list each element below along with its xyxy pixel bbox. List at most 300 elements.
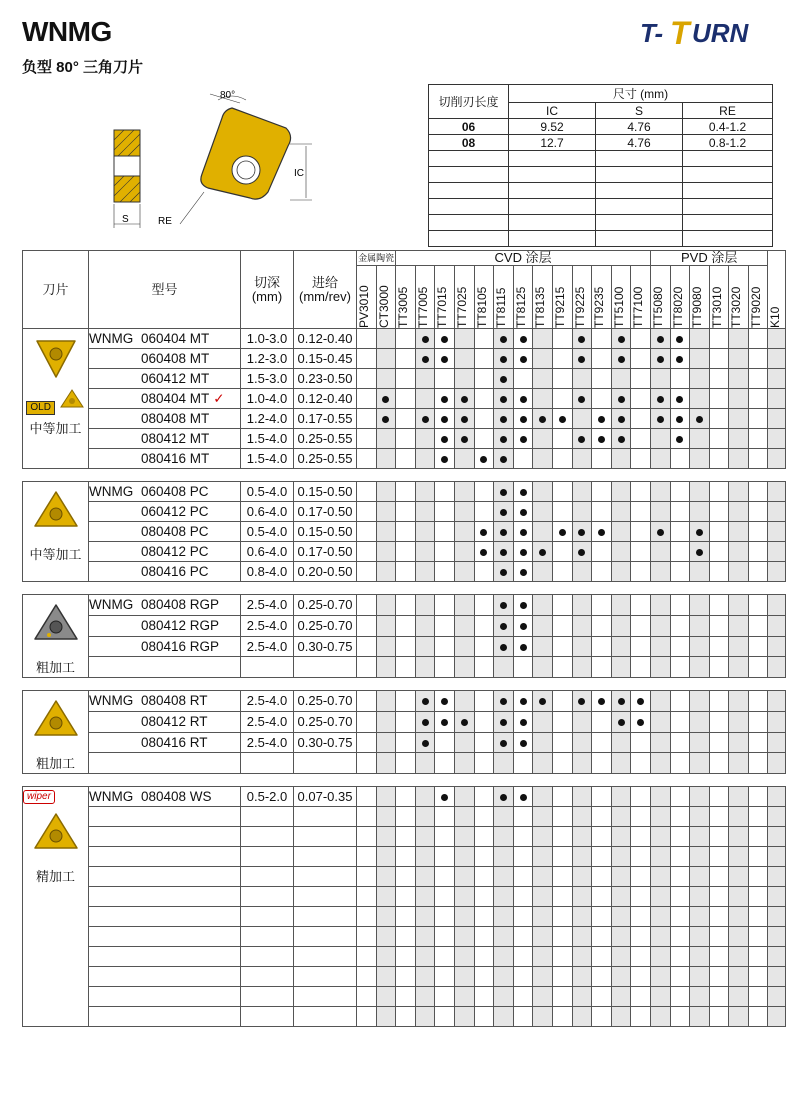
grade-cell-tt9080 <box>690 927 710 947</box>
grade-cell-k10 <box>768 753 786 774</box>
availability-dot-icon <box>578 549 585 556</box>
grade-cell-tt7100 <box>631 907 651 927</box>
grade-cell-tt8135 <box>533 787 553 807</box>
grade-cell-tt8115 <box>494 595 514 616</box>
availability-dot-icon <box>578 336 585 343</box>
grade-cell-tt3020 <box>729 636 749 657</box>
grade-cell-ct3000 <box>376 927 396 947</box>
spec-cell-ic <box>509 167 596 183</box>
grade-cell-tt8115 <box>494 1007 514 1027</box>
grade-cell-tt8020 <box>670 595 690 616</box>
availability-dot-icon <box>441 396 448 403</box>
model-code: 080412 RGP <box>141 618 220 634</box>
grade-cell-tt9215 <box>552 636 572 657</box>
feed-cell: 0.25-0.55 <box>294 429 357 449</box>
grade-cell-tt9215 <box>552 409 572 429</box>
grade-cell-k10 <box>768 389 786 409</box>
grade-cell-tt3005 <box>396 807 416 827</box>
grade-cell-tt5100 <box>611 389 631 409</box>
grade-cell-tt9215 <box>552 967 572 987</box>
grade-cell-tt7025 <box>454 887 474 907</box>
grade-cell-tt5100 <box>611 657 631 678</box>
grade-cell-tt9225 <box>572 807 592 827</box>
spec-cell-code <box>429 231 509 247</box>
grade-cell-tt7015 <box>435 847 455 867</box>
grade-cell-pv3010 <box>357 947 377 967</box>
grade-cell-tt8105 <box>474 542 494 562</box>
availability-dot-icon <box>578 436 585 443</box>
model-cell <box>89 967 241 987</box>
grade-cell-pv3010 <box>357 787 377 807</box>
grade-cell-pv3010 <box>357 927 377 947</box>
group-spacer <box>23 678 786 691</box>
grade-cell-tt5080 <box>650 827 670 847</box>
grade-cell-tt7015 <box>435 409 455 429</box>
grade-cell-tt5100 <box>611 409 631 429</box>
availability-dot-icon <box>520 719 527 726</box>
grade-cell-tt9020 <box>748 967 768 987</box>
grade-cell-tt9020 <box>748 807 768 827</box>
grade-cell-tt7005 <box>415 657 435 678</box>
grade-cell-tt9235 <box>592 887 612 907</box>
grade-cell-tt7100 <box>631 482 651 502</box>
depth-of-cut-cell: 0.5-4.0 <box>241 482 294 502</box>
group-spacer <box>23 469 786 482</box>
spec-cell-code <box>429 151 509 167</box>
grade-cell-tt5100 <box>611 542 631 562</box>
table-row <box>23 827 786 847</box>
grade-cell-tt3010 <box>709 847 729 867</box>
feed-cell <box>294 847 357 867</box>
grade-cell-tt9225 <box>572 827 592 847</box>
grade-cell-tt9215 <box>552 787 572 807</box>
depth-of-cut-cell: 1.5-4.0 <box>241 429 294 449</box>
grade-cell-tt9080 <box>690 329 710 349</box>
grade-cell-tt3020 <box>729 349 749 369</box>
availability-dot-icon <box>520 602 527 609</box>
availability-dot-icon <box>637 698 644 705</box>
grade-cell-tt8135 <box>533 369 553 389</box>
grade-cell-tt9020 <box>748 827 768 847</box>
feed-cell <box>294 867 357 887</box>
grade-cell-tt3010 <box>709 732 729 753</box>
grade-cell-tt3020 <box>729 711 749 732</box>
grade-cell-tt9020 <box>748 887 768 907</box>
grade-cell-k10 <box>768 429 786 449</box>
grade-cell-tt7100 <box>631 967 651 987</box>
grade-cell-tt7005 <box>415 502 435 522</box>
availability-dot-icon <box>520 356 527 363</box>
grade-cell-k10 <box>768 907 786 927</box>
grade-cell-tt8125 <box>513 522 533 542</box>
grade-cell-tt8115 <box>494 691 514 712</box>
grade-cell-tt9235 <box>592 636 612 657</box>
grade-cell-tt9020 <box>748 522 768 542</box>
grade-cell-tt7005 <box>415 967 435 987</box>
grade-header-tt7100: TT7100 <box>631 266 651 329</box>
grade-cell-tt7015 <box>435 562 455 582</box>
grade-cell-tt8125 <box>513 927 533 947</box>
grade-cell-tt8115 <box>494 369 514 389</box>
grade-cell-tt9020 <box>748 867 768 887</box>
grade-cell-tt9225 <box>572 615 592 636</box>
spec-cell-code <box>429 167 509 183</box>
grade-cell-tt7100 <box>631 711 651 732</box>
grade-cell-ct3000 <box>376 847 396 867</box>
grade-cell-tt9080 <box>690 732 710 753</box>
grade-cell-tt9080 <box>690 562 710 582</box>
grade-cell-tt8125 <box>513 562 533 582</box>
availability-dot-icon <box>520 436 527 443</box>
grade-cell-tt8115 <box>494 329 514 349</box>
availability-dot-icon <box>618 336 625 343</box>
grade-cell-tt9215 <box>552 522 572 542</box>
grade-cell-tt7025 <box>454 753 474 774</box>
grade-cell-tt3010 <box>709 967 729 987</box>
grade-cell-tt8135 <box>533 827 553 847</box>
grade-cell-tt9215 <box>552 502 572 522</box>
availability-dot-icon <box>618 356 625 363</box>
feed-cell: 0.25-0.55 <box>294 449 357 469</box>
depth-of-cut-cell: 1.0-4.0 <box>241 389 294 409</box>
grade-cell-tt7015 <box>435 711 455 732</box>
depth-of-cut-cell <box>241 927 294 947</box>
availability-dot-icon <box>696 529 703 536</box>
grade-cell-tt9215 <box>552 867 572 887</box>
table-row <box>23 867 786 887</box>
grade-cell-tt5100 <box>611 967 631 987</box>
model-cell <box>89 615 241 636</box>
ic-label: IC <box>294 168 304 179</box>
grade-cell-tt9080 <box>690 542 710 562</box>
grade-cell-tt9235 <box>592 867 612 887</box>
grade-cell-pv3010 <box>357 522 377 542</box>
grade-cell-tt7015 <box>435 927 455 947</box>
grade-cell-ct3000 <box>376 449 396 469</box>
availability-dot-icon <box>676 396 683 403</box>
availability-dot-icon <box>422 336 429 343</box>
grade-cell-tt5100 <box>611 807 631 827</box>
grade-cell-tt9225 <box>572 787 592 807</box>
table-row <box>23 711 786 732</box>
availability-dot-icon <box>618 416 625 423</box>
spec-header-size: 尺寸 (mm) <box>509 85 773 103</box>
grade-cell-tt9020 <box>748 449 768 469</box>
grade-cell-pv3010 <box>357 349 377 369</box>
grade-cell-tt9080 <box>690 1007 710 1027</box>
grade-cell-tt8125 <box>513 409 533 429</box>
availability-dot-icon <box>500 698 507 705</box>
grade-cell-tt9020 <box>748 927 768 947</box>
grade-cell-tt3010 <box>709 389 729 409</box>
grade-cell-tt9080 <box>690 522 710 542</box>
grade-cell-k10 <box>768 657 786 678</box>
availability-dot-icon <box>598 529 605 536</box>
availability-dot-icon <box>422 698 429 705</box>
grade-cell-tt9225 <box>572 753 592 774</box>
grade-cell-tt3005 <box>396 482 416 502</box>
grade-cell-tt7005 <box>415 947 435 967</box>
grade-cell-tt7025 <box>454 847 474 867</box>
grade-cell-k10 <box>768 502 786 522</box>
grade-cell-tt7015 <box>435 867 455 887</box>
spec-header-s: S <box>596 103 683 119</box>
grade-cell-tt8125 <box>513 329 533 349</box>
feed-cell: 0.12-0.40 <box>294 329 357 349</box>
wiper-badge: wiper <box>23 790 55 804</box>
feed-cell: 0.30-0.75 <box>294 636 357 657</box>
grade-cell-tt3010 <box>709 1007 729 1027</box>
grade-cell-tt9080 <box>690 907 710 927</box>
grade-cell-tt7025 <box>454 542 474 562</box>
grade-cell-ct3000 <box>376 947 396 967</box>
grade-cell-tt3005 <box>396 907 416 927</box>
grade-cell-tt7005 <box>415 522 435 542</box>
spec-row <box>429 151 773 167</box>
grade-cell-pv3010 <box>357 1007 377 1027</box>
grade-cell-tt7025 <box>454 522 474 542</box>
grade-cell-tt9235 <box>592 711 612 732</box>
grade-cell-tt8115 <box>494 732 514 753</box>
grade-cell-ct3000 <box>376 867 396 887</box>
grade-cell-ct3000 <box>376 827 396 847</box>
grade-cell-pv3010 <box>357 542 377 562</box>
grade-cell-tt9235 <box>592 947 612 967</box>
grade-cell-tt7025 <box>454 1007 474 1027</box>
grade-cell-pv3010 <box>357 867 377 887</box>
grade-cell-tt9215 <box>552 329 572 349</box>
grade-cell-tt8020 <box>670 1007 690 1027</box>
grade-cell-tt9020 <box>748 389 768 409</box>
grade-cell-tt7100 <box>631 522 651 542</box>
availability-dot-icon <box>520 396 527 403</box>
grade-cell-tt7015 <box>435 807 455 827</box>
grade-cell-tt9225 <box>572 927 592 947</box>
grade-cell-tt9235 <box>592 1007 612 1027</box>
grade-cell-tt7005 <box>415 349 435 369</box>
table-row <box>23 1007 786 1027</box>
grade-cell-ct3000 <box>376 595 396 616</box>
grade-cell-ct3000 <box>376 636 396 657</box>
grade-cell-tt5080 <box>650 542 670 562</box>
grade-cell-tt5080 <box>650 927 670 947</box>
operation-label: 中等加工 <box>29 421 82 436</box>
grade-cell-tt8020 <box>670 967 690 987</box>
group-spacer <box>23 582 786 595</box>
grade-cell-tt7015 <box>435 787 455 807</box>
grade-cell-tt9080 <box>690 807 710 827</box>
grade-cell-ct3000 <box>376 753 396 774</box>
grade-cell-tt9215 <box>552 482 572 502</box>
grade-cell-tt9215 <box>552 711 572 732</box>
depth-of-cut-cell: 1.0-3.0 <box>241 329 294 349</box>
grade-cell-tt5080 <box>650 522 670 542</box>
table-row <box>23 887 786 907</box>
grade-cell-tt8135 <box>533 1007 553 1027</box>
grade-cell-tt8105 <box>474 867 494 887</box>
table-row <box>23 522 786 542</box>
grade-cell-pv3010 <box>357 732 377 753</box>
feed-cell <box>294 987 357 1007</box>
grade-cell-tt7005 <box>415 449 435 469</box>
grade-cell-tt8105 <box>474 595 494 616</box>
grade-cell-tt9020 <box>748 847 768 867</box>
grade-cell-tt3005 <box>396 329 416 349</box>
grade-cell-tt3005 <box>396 522 416 542</box>
feed-cell: 0.17-0.55 <box>294 409 357 429</box>
grade-cell-tt9215 <box>552 887 572 907</box>
model-cell <box>89 847 241 867</box>
model-prefix: WNMG <box>89 331 134 346</box>
depth-of-cut-cell: 2.5-4.0 <box>241 636 294 657</box>
grade-cell-ct3000 <box>376 522 396 542</box>
grade-cell-tt8020 <box>670 389 690 409</box>
top-view-icon <box>180 94 312 224</box>
availability-dot-icon <box>539 549 546 556</box>
grade-cell-tt3005 <box>396 542 416 562</box>
grade-cell-tt9020 <box>748 615 768 636</box>
grade-cell-tt5080 <box>650 482 670 502</box>
grade-cell-tt8125 <box>513 711 533 732</box>
grade-cell-tt8020 <box>670 753 690 774</box>
availability-dot-icon <box>461 416 468 423</box>
grade-cell-tt9225 <box>572 562 592 582</box>
grade-cell-tt9080 <box>690 947 710 967</box>
grade-cell-tt8115 <box>494 711 514 732</box>
grade-cell-tt8115 <box>494 502 514 522</box>
availability-dot-icon <box>382 396 389 403</box>
grade-cell-pv3010 <box>357 753 377 774</box>
grade-cell-ct3000 <box>376 389 396 409</box>
grade-cell-tt3005 <box>396 967 416 987</box>
grade-cell-k10 <box>768 732 786 753</box>
grade-cell-tt3020 <box>729 907 749 927</box>
grade-cell-tt5100 <box>611 349 631 369</box>
model-cell <box>89 711 241 732</box>
operation-label: 精加工 <box>35 869 75 884</box>
grade-cell-tt7015 <box>435 657 455 678</box>
old-badge: OLD <box>26 401 55 415</box>
cvd-header: CVD 涂层 <box>396 251 651 266</box>
table-row <box>23 967 786 987</box>
grade-cell-tt5100 <box>611 329 631 349</box>
availability-dot-icon <box>520 509 527 516</box>
availability-dot-icon <box>598 698 605 705</box>
availability-dot-icon <box>441 416 448 423</box>
grade-cell-tt7025 <box>454 389 474 409</box>
table-row <box>23 562 786 582</box>
table-row <box>23 807 786 827</box>
grade-header-tt8115: TT8115 <box>494 266 514 329</box>
grade-cell-ct3000 <box>376 349 396 369</box>
availability-dot-icon <box>520 489 527 496</box>
grade-cell-pv3010 <box>357 429 377 449</box>
grade-cell-tt8135 <box>533 807 553 827</box>
operation-label: 粗加工 <box>35 660 75 675</box>
grade-cell-tt8020 <box>670 691 690 712</box>
grade-cell-tt7025 <box>454 827 474 847</box>
spec-row <box>429 135 773 151</box>
grade-cell-tt9080 <box>690 867 710 887</box>
grade-cell-tt8105 <box>474 847 494 867</box>
feed-cell: 0.20-0.50 <box>294 562 357 582</box>
grade-cell-tt8135 <box>533 449 553 469</box>
model-code: 060408 PC <box>141 484 209 499</box>
grade-cell-tt3020 <box>729 691 749 712</box>
availability-dot-icon <box>657 529 664 536</box>
grade-cell-pv3010 <box>357 636 377 657</box>
availability-dot-icon <box>422 740 429 747</box>
grade-cell-tt9235 <box>592 389 612 409</box>
grade-cell-tt7100 <box>631 389 651 409</box>
table-row <box>23 615 786 636</box>
grade-header-tt9225: TT9225 <box>572 266 592 329</box>
grade-cell-tt8125 <box>513 847 533 867</box>
grade-cell-k10 <box>768 522 786 542</box>
grade-cell-tt5080 <box>650 947 670 967</box>
grade-cell-tt7005 <box>415 542 435 562</box>
grade-cell-tt8125 <box>513 827 533 847</box>
grade-cell-tt8105 <box>474 691 494 712</box>
grade-cell-tt8020 <box>670 522 690 542</box>
grade-cell-tt3010 <box>709 887 729 907</box>
grade-cell-k10 <box>768 887 786 907</box>
availability-dot-icon <box>578 698 585 705</box>
grade-cell-tt8115 <box>494 636 514 657</box>
grade-cell-tt7005 <box>415 429 435 449</box>
grade-cell-tt3020 <box>729 409 749 429</box>
grade-cell-pv3010 <box>357 847 377 867</box>
grade-cell-tt8105 <box>474 907 494 927</box>
grade-cell-tt7100 <box>631 827 651 847</box>
availability-dot-icon <box>559 529 566 536</box>
spec-cell-re <box>683 231 773 247</box>
grade-cell-tt9020 <box>748 429 768 449</box>
spec-header-ic: IC <box>509 103 596 119</box>
grade-cell-pv3010 <box>357 615 377 636</box>
availability-dot-icon <box>520 794 527 801</box>
grade-cell-tt7025 <box>454 967 474 987</box>
grade-cell-tt9020 <box>748 1007 768 1027</box>
grade-cell-tt7015 <box>435 987 455 1007</box>
grade-cell-tt8020 <box>670 887 690 907</box>
grade-cell-tt9020 <box>748 329 768 349</box>
grade-cell-tt8125 <box>513 482 533 502</box>
grade-cell-tt7005 <box>415 562 435 582</box>
grade-cell-tt7100 <box>631 657 651 678</box>
grade-cell-tt9020 <box>748 753 768 774</box>
grade-cell-tt3020 <box>729 389 749 409</box>
spec-cell-code <box>429 199 509 215</box>
grade-header-ct3000: CT3000 <box>376 266 396 329</box>
grade-cell-tt3010 <box>709 947 729 967</box>
availability-dot-icon <box>578 396 585 403</box>
grade-cell-tt8105 <box>474 409 494 429</box>
grade-cell-tt8125 <box>513 967 533 987</box>
grade-cell-tt8020 <box>670 787 690 807</box>
grade-cell-tt9225 <box>572 595 592 616</box>
grade-cell-tt8020 <box>670 947 690 967</box>
spec-row <box>429 183 773 199</box>
grade-cell-tt9235 <box>592 787 612 807</box>
grade-cell-tt8105 <box>474 987 494 1007</box>
grade-cell-tt3010 <box>709 429 729 449</box>
grade-cell-tt3005 <box>396 732 416 753</box>
grade-cell-tt5100 <box>611 502 631 522</box>
grade-cell-tt8135 <box>533 887 553 907</box>
feed-cell: 0.15-0.50 <box>294 522 357 542</box>
spec-cell-ic <box>509 199 596 215</box>
